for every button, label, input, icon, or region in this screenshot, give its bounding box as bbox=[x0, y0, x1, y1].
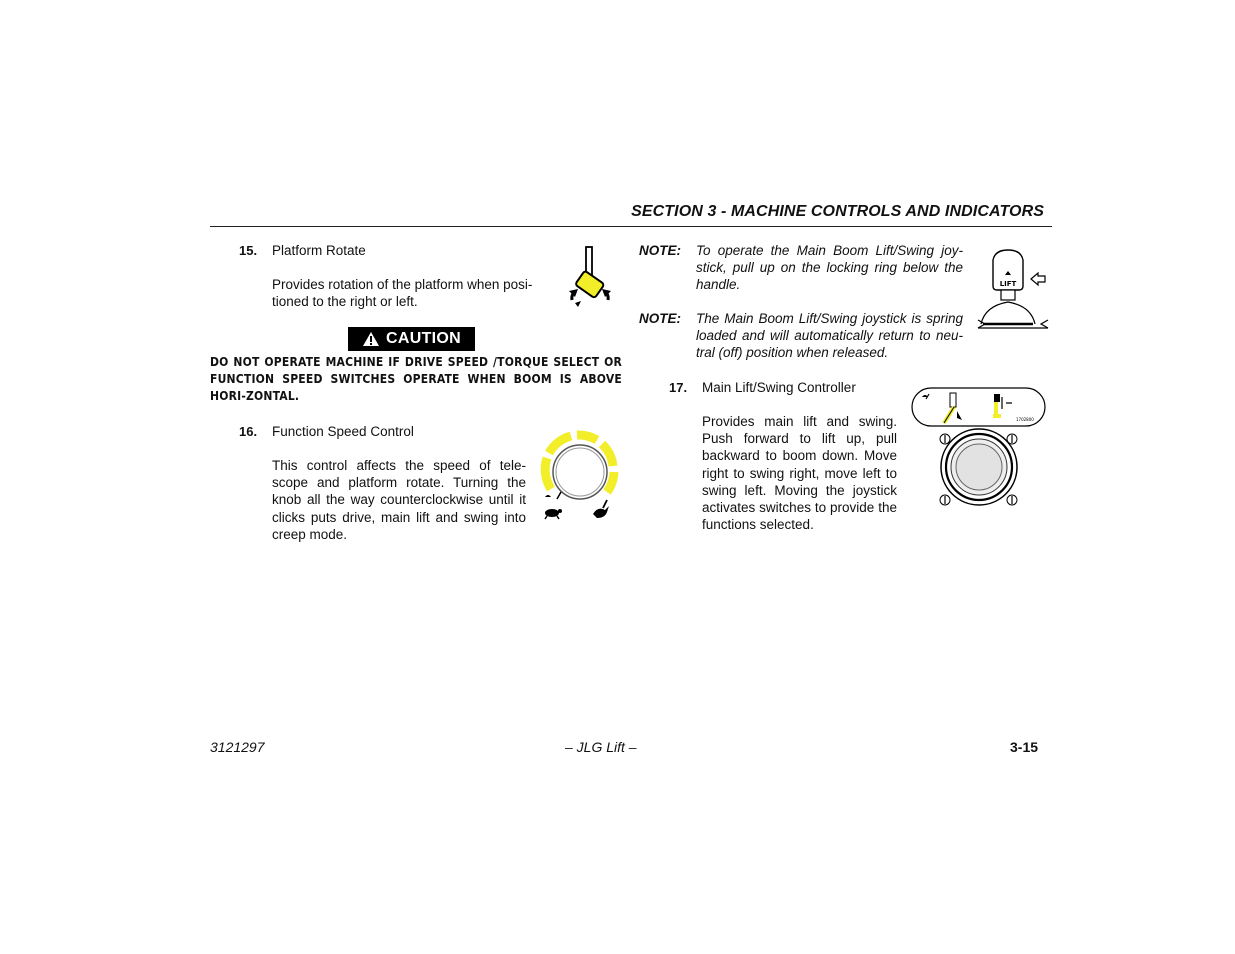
footer-center: – JLG Lift – bbox=[565, 739, 637, 755]
joystick-lock-ring-icon bbox=[975, 248, 1051, 334]
warning-triangle-icon bbox=[362, 331, 380, 347]
main-lift-swing-controller-icon bbox=[910, 385, 1048, 510]
item-15-desc-line1: Provides rotation of the platform when posi- bbox=[272, 277, 533, 292]
item-15-title: Platform Rotate bbox=[272, 243, 366, 258]
caution-banner bbox=[348, 327, 475, 351]
note-2-text: The Main Boom Lift/Swing joystick is spring loaded and will automatically return to neu-tral (off) position when released. bbox=[696, 311, 963, 361]
item-17-title: Main Lift/Swing Controller bbox=[702, 380, 856, 395]
item-16-title: Function Speed Control bbox=[272, 424, 414, 439]
joystick-lift-label: LIFT bbox=[999, 280, 1017, 288]
section-title: SECTION 3 - MACHINE CONTROLS AND INDICATORS bbox=[631, 203, 1044, 220]
item-15-desc-line2: tioned to the right or left. bbox=[272, 294, 418, 309]
item-15-number: 15. bbox=[239, 243, 258, 258]
platform-rotate-icon bbox=[565, 245, 615, 309]
function-speed-knob-icon bbox=[535, 428, 623, 526]
item-17-number: 17. bbox=[669, 380, 688, 395]
item-16-desc: This control affects the speed of tele-scope and platform rotate. Turning the knob all the way counterclockwise until it clicks puts drive, main lift and swing into creep mode. bbox=[272, 458, 526, 542]
section-header bbox=[210, 203, 1052, 227]
item-16-number: 16. bbox=[239, 424, 258, 439]
footer-page-number: 3-15 bbox=[1010, 739, 1039, 755]
note-1-label: NOTE: bbox=[639, 243, 681, 258]
note-1-text: To operate the Main Boom Lift/Swing joy-stick, pull up on the locking ring below the handle. bbox=[696, 243, 963, 293]
note-2-label: NOTE: bbox=[639, 311, 681, 326]
caution-label: CAUTION bbox=[386, 330, 461, 347]
item-17-desc: Provides main lift and swing. Push forward to lift up, pull backward to boom down. Move right to swing right, move left to swing left. Moving the joystick activates switches to provide the functions selected. bbox=[702, 414, 897, 533]
figure-code: 1702800 bbox=[1016, 417, 1034, 422]
footer-doc-number: 3121297 bbox=[210, 739, 265, 755]
caution-text: DO NOT OPERATE MACHINE IF DRIVE SPEED /TORQUE SELECT OR FUNCTION SPEED SWITCHES OPERATE WHEN BOOM IS ABOVE HORI-ZONTAL. bbox=[210, 355, 622, 404]
